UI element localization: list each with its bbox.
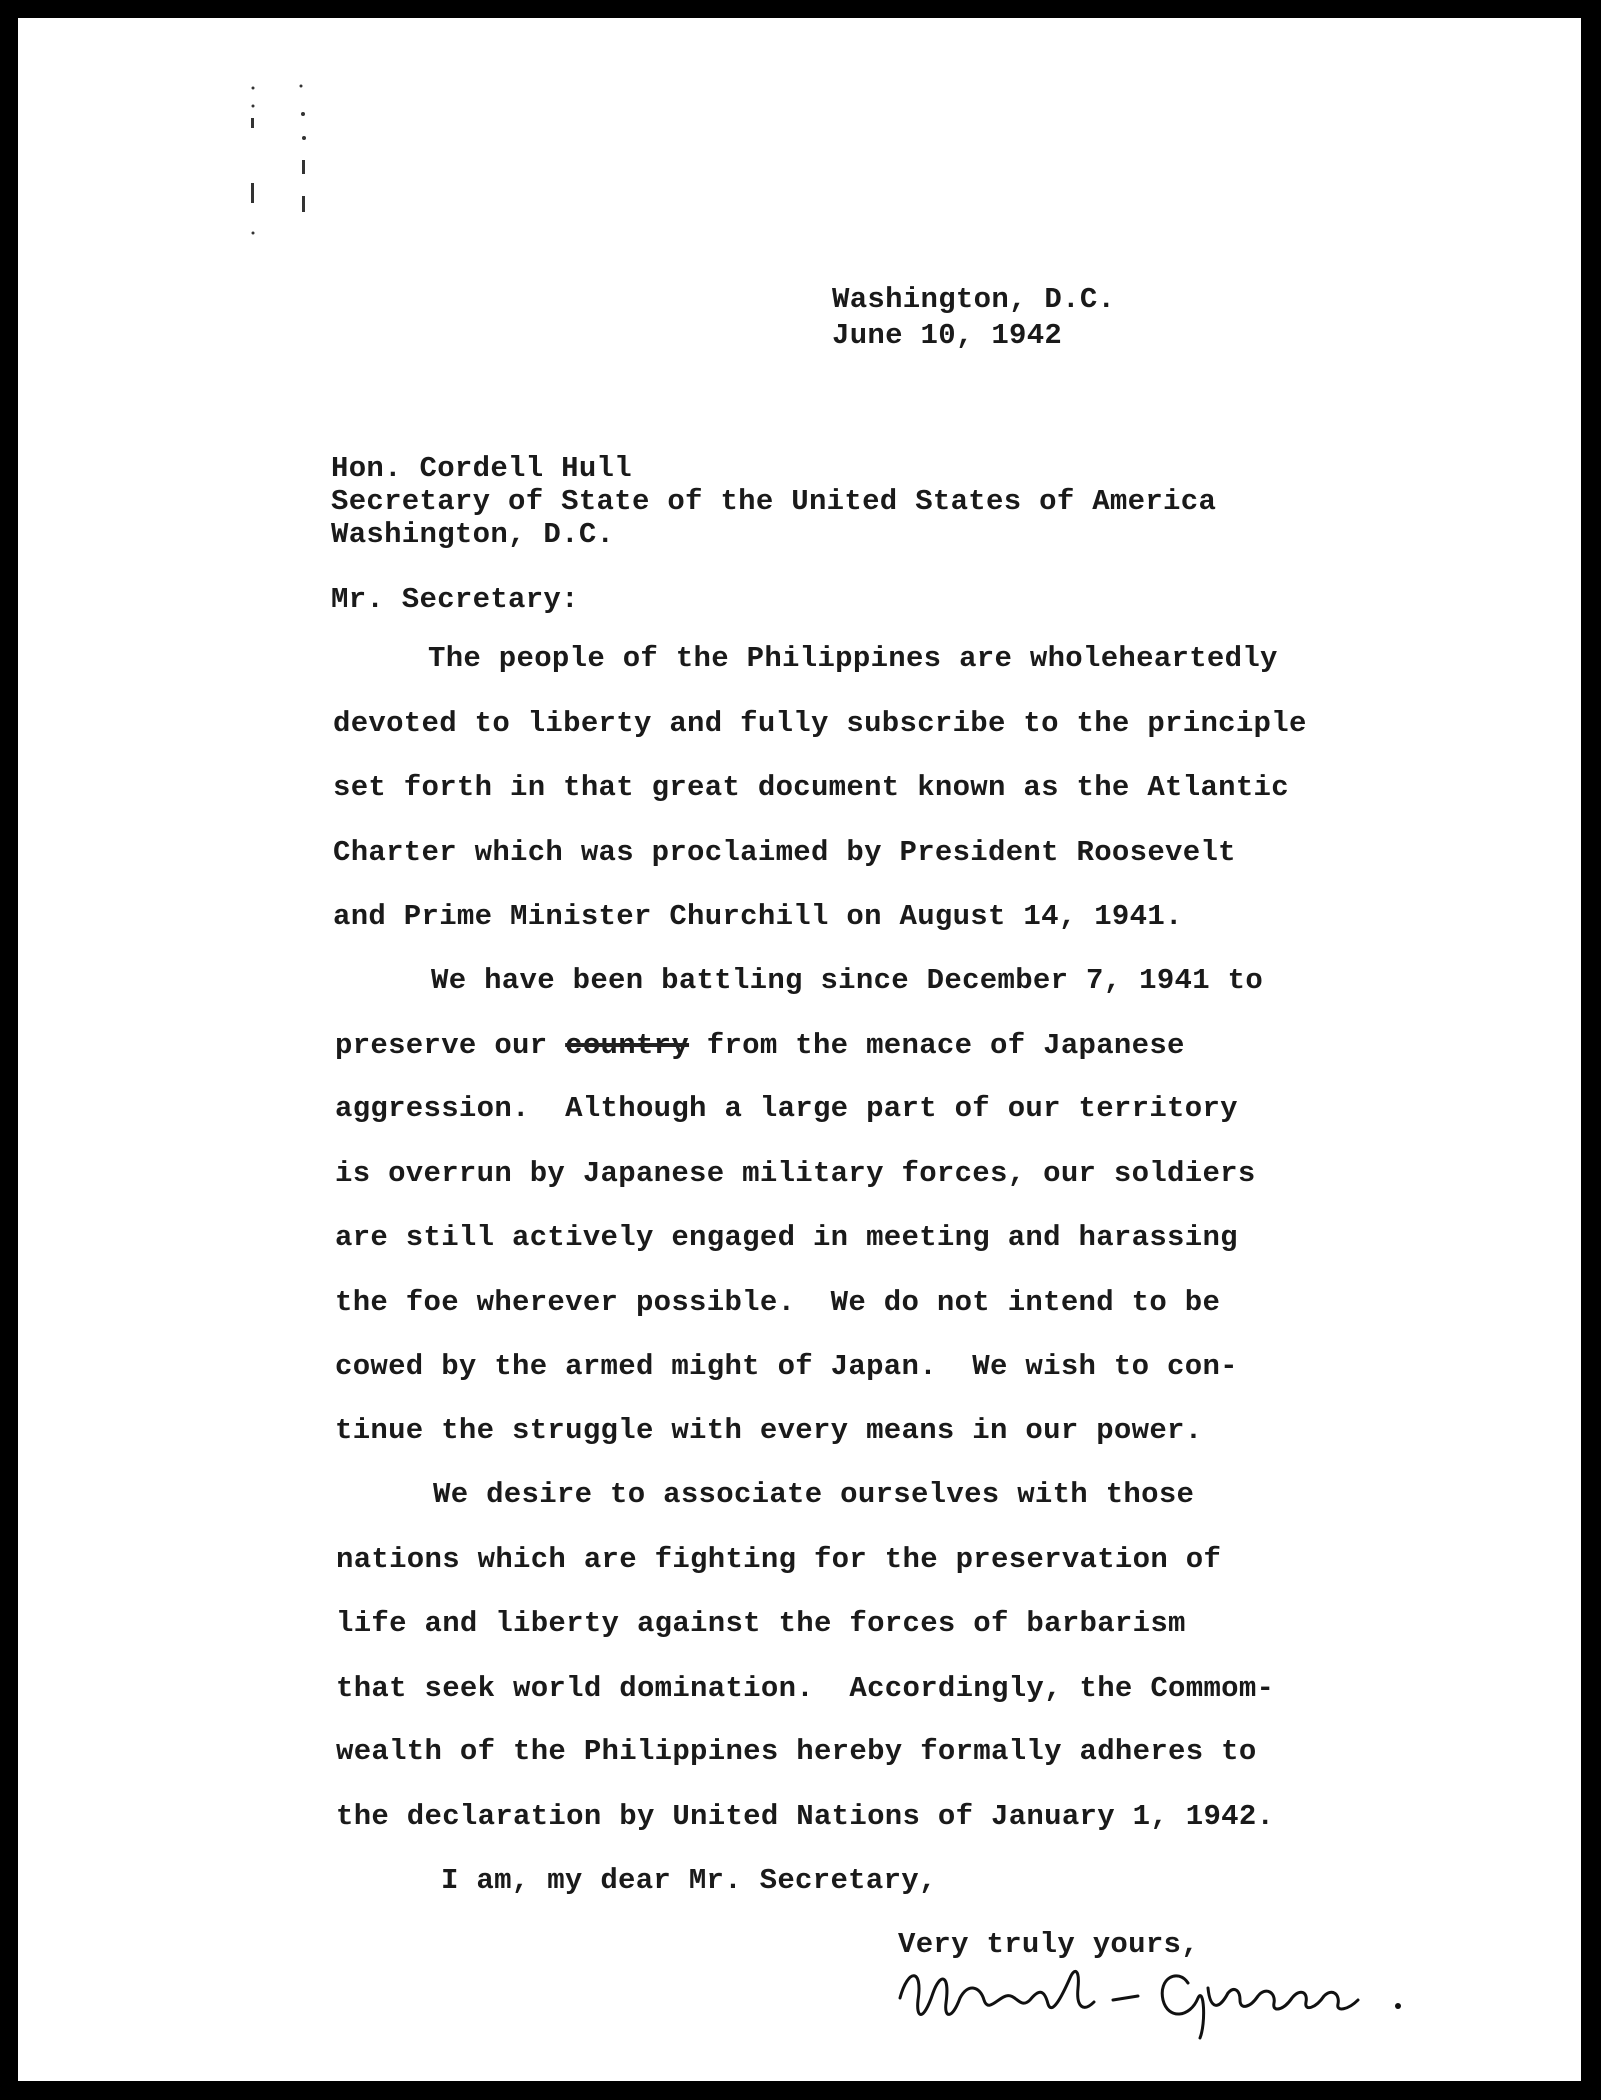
paragraph2-line: is overrun by Japanese military forces, our soldiers <box>335 1157 1256 1190</box>
paragraph2-line <box>335 1028 1185 1064</box>
paragraph2-line: are still actively engaged in meeting and harassing <box>335 1221 1238 1254</box>
signature <box>888 1938 1448 2048</box>
paragraph2-line: cowed by the armed might of Japan. We wish to con- <box>335 1350 1238 1383</box>
paragraph1-line: The people of the Philippines are wholeheartedly <box>428 642 1278 675</box>
paragraph3-line: life and liberty against the forces of barbarism <box>336 1607 1186 1640</box>
closing-phrase: I am, my dear Mr. Secretary, <box>441 1864 937 1897</box>
paragraph2-line: the foe wherever possible. We do not intend to be <box>335 1286 1221 1319</box>
paragraph3-line: the declaration by United Nations of January 1, 1942. <box>336 1800 1275 1833</box>
paragraph3-line: wealth of the Philippines hereby formally adheres to <box>336 1735 1257 1768</box>
recipient-name: Hon. Cordell Hull <box>331 452 632 485</box>
paragraph3-line: We desire to associate ourselves with those <box>433 1478 1195 1511</box>
paragraph3-line: that seek world domination. Accordingly, the Commom- <box>336 1672 1275 1705</box>
paragraph2-line: tinue the struggle with every means in our power. <box>335 1414 1203 1447</box>
paragraph1-line: Charter which was proclaimed by President Roosevelt <box>333 836 1236 869</box>
paragraph3-line: nations which are fighting for the preservation of <box>336 1543 1222 1576</box>
paragraph2-line: aggression. Although a large part of our territory <box>335 1092 1238 1125</box>
paragraph1-line: set forth in that great document known as the Atlantic <box>333 771 1289 804</box>
struck-word: country <box>565 1029 690 1062</box>
paragraph2-line2-end: from the menace of Japanese <box>689 1029 1185 1062</box>
punch-marks <box>233 78 313 278</box>
letter-date: June 10, 1942 <box>832 319 1063 352</box>
recipient-location: Washington, D.C. <box>331 518 615 551</box>
paragraph1-line: and Prime Minister Churchill on August 14, 1941. <box>333 900 1183 933</box>
letter-page <box>18 18 1581 2081</box>
salutation: Mr. Secretary: <box>331 583 579 616</box>
recipient-title: Secretary of State of the United States of America <box>331 485 1217 518</box>
complimentary-close: Very truly yours, <box>898 1928 1199 1961</box>
letter-place: Washington, D.C. <box>832 283 1116 316</box>
paragraph2-line: We have been battling since December 7, 1941 to <box>431 964 1264 997</box>
paragraph2-line2-start: preserve our <box>335 1029 566 1062</box>
paragraph1-line: devoted to liberty and fully subscribe to the principle <box>333 707 1307 740</box>
